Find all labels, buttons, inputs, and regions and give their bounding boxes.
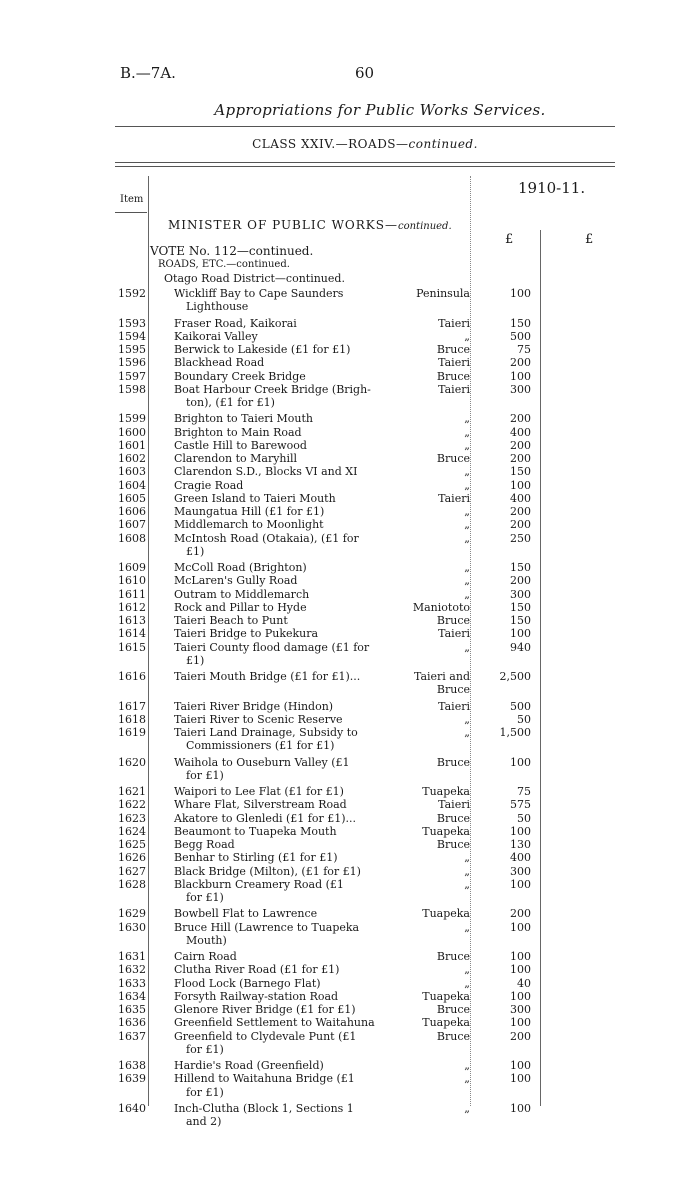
item-description: Benhar to Stirling (£1 for £1) xyxy=(174,851,338,865)
item-amount: 200 xyxy=(510,518,531,532)
item-description: Inch-Clutha (Block 1, Sections 1 xyxy=(174,1101,354,1115)
item-district: Bruce xyxy=(436,369,470,383)
item-amount: 200 xyxy=(510,452,531,465)
item-district: Bruce xyxy=(436,838,470,851)
item-district: Maniototo xyxy=(412,600,470,614)
item-district: „ xyxy=(464,712,470,726)
item-description: Clarendon S.D., Blocks VI and XI xyxy=(174,465,358,479)
vote-heading: VOTE No. 112—continued. xyxy=(150,244,314,258)
item-description: Blackburn Creamery Road (£1 xyxy=(174,877,344,891)
item-description: Taieri Bridge to Pukekura xyxy=(174,627,319,641)
item-district-continued: Bruce xyxy=(436,683,470,697)
item-district: „ xyxy=(464,438,470,452)
item-district: Taieri xyxy=(438,356,470,370)
item-amount: 100 xyxy=(510,755,531,769)
minister-heading xyxy=(168,218,452,232)
item-description: Taieri River Bridge (Hindon) xyxy=(174,699,334,713)
currency-symbol-left: £ xyxy=(505,232,514,247)
item-description: Taieri Mouth Bridge (£1 for £1)... xyxy=(174,670,361,683)
item-description: Blackhead Road xyxy=(174,356,265,370)
item-district: „ xyxy=(464,574,470,588)
item-number: 1594 xyxy=(118,329,146,343)
item-amount: 500 xyxy=(510,329,531,343)
item-amount: 100 xyxy=(510,1101,531,1115)
class-title-text: CLASS XXIV.—ROADS— xyxy=(252,137,409,151)
item-description: McColl Road (Brighton) xyxy=(174,561,307,574)
item-amount: 300 xyxy=(510,587,531,601)
item-number: 1637 xyxy=(118,1029,146,1043)
item-number: 1622 xyxy=(118,798,146,812)
item-amount: 400 xyxy=(510,425,531,439)
item-description: Outram to Middlemarch xyxy=(174,587,310,601)
item-description-continued: for £1) xyxy=(186,1085,224,1099)
item-amount: 300 xyxy=(510,864,531,878)
item-description: Middlemarch to Moonlight xyxy=(174,518,324,532)
item-district: „ xyxy=(464,561,470,574)
item-description-continued: and 2) xyxy=(186,1115,222,1128)
item-number: 1613 xyxy=(118,614,146,627)
item-district: Bruce xyxy=(436,1003,470,1016)
item-description: Taieri Land Drainage, Subsidy to xyxy=(174,726,358,739)
item-amount: 300 xyxy=(510,1003,531,1016)
item-district: „ xyxy=(464,425,470,439)
amount-column-divider xyxy=(540,230,541,1106)
item-number: 1624 xyxy=(118,824,146,838)
item-amount: 100 xyxy=(510,877,531,891)
item-number: 1597 xyxy=(118,369,146,383)
item-number: 1605 xyxy=(118,491,146,505)
item-amount: 100 xyxy=(510,369,531,383)
item-number: 1632 xyxy=(118,963,146,977)
item-number: 1609 xyxy=(118,561,146,574)
item-number: 1619 xyxy=(118,726,146,739)
item-description: Bruce Hill (Lawrence to Tuapeka xyxy=(174,920,360,934)
item-description: Clarendon to Maryhill xyxy=(174,452,298,465)
item-amount: 130 xyxy=(510,838,531,851)
item-district: Tuapeka xyxy=(422,824,470,838)
item-district: „ xyxy=(464,877,470,891)
item-amount: 75 xyxy=(517,785,531,798)
item-number: 1615 xyxy=(118,640,146,654)
item-description-continued: ton), (£1 for £1) xyxy=(186,396,275,409)
item-amount: 100 xyxy=(510,287,531,300)
item-description: Cragie Road xyxy=(174,478,244,492)
item-number: 1596 xyxy=(118,356,146,370)
page-title: Appropriations for Public Works Services. xyxy=(214,101,546,119)
item-amount: 100 xyxy=(510,950,531,963)
item-description-continued: £1) xyxy=(186,544,205,558)
item-amount: 100 xyxy=(510,1016,531,1030)
item-description: Taieri River to Scenic Reserve xyxy=(174,712,343,726)
item-description: Whare Flat, Silverstream Road xyxy=(174,798,347,812)
item-district: „ xyxy=(464,864,470,878)
item-amount: 50 xyxy=(517,811,531,825)
page-number: 60 xyxy=(355,64,375,82)
item-description: Boundary Creek Bridge xyxy=(174,369,306,383)
item-amount: 100 xyxy=(510,963,531,977)
item-amount: 400 xyxy=(510,851,531,865)
item-description: McIntosh Road (Otakaia), (£1 for xyxy=(174,531,359,545)
item-district: „ xyxy=(464,478,470,492)
item-number: 1603 xyxy=(118,465,146,479)
item-district: Tuapeka xyxy=(422,1016,470,1030)
item-district: Tuapeka xyxy=(422,907,470,921)
item-district: „ xyxy=(464,726,470,739)
item-description: McLaren's Gully Road xyxy=(174,574,298,588)
item-district: „ xyxy=(464,963,470,977)
item-number: 1611 xyxy=(118,587,146,601)
item-description: Clutha River Road (£1 for £1) xyxy=(174,963,340,977)
item-amount: 2,500 xyxy=(499,670,531,683)
item-description: Flood Lock (Barnego Flat) xyxy=(174,976,321,990)
item-district: „ xyxy=(464,465,470,479)
item-amount: 500 xyxy=(510,699,531,713)
item-description: Green Island to Taieri Mouth xyxy=(174,491,336,505)
item-amount: 200 xyxy=(510,574,531,588)
item-number: 1614 xyxy=(118,627,146,641)
item-amount: 100 xyxy=(510,1072,531,1086)
item-description: Wickliff Bay to Cape Saunders xyxy=(174,287,344,300)
item-district: Taieri xyxy=(438,316,470,330)
item-description: Rock and Pillar to Hyde xyxy=(174,600,307,614)
item-amount: 1,500 xyxy=(499,726,531,739)
item-district: Taieri xyxy=(438,382,470,396)
item-district: „ xyxy=(464,412,470,426)
item-district: Tuapeka xyxy=(422,989,470,1003)
item-amount: 250 xyxy=(510,531,531,545)
item-amount: 150 xyxy=(510,600,531,614)
item-district: Bruce xyxy=(436,1029,470,1043)
item-district: „ xyxy=(464,587,470,601)
item-number: 1633 xyxy=(118,976,146,990)
item-district: „ xyxy=(464,518,470,532)
document-reference: B.—7A. xyxy=(120,64,176,82)
item-number: 1627 xyxy=(118,864,146,878)
item-number: 1631 xyxy=(118,950,146,963)
item-district: „ xyxy=(464,1101,470,1115)
item-description: Cairn Road xyxy=(174,950,237,963)
minister-text: MINISTER OF PUBLIC WORKS— xyxy=(168,218,398,232)
item-description-continued: Mouth) xyxy=(186,933,227,947)
item-amount: 200 xyxy=(510,438,531,452)
item-amount: 200 xyxy=(510,412,531,426)
item-description: Begg Road xyxy=(174,838,235,851)
item-number: 1621 xyxy=(118,785,146,798)
item-number: 1600 xyxy=(118,425,146,439)
item-description: Bowbell Flat to Lawrence xyxy=(174,907,318,921)
item-description: Kaikorai Valley xyxy=(174,329,258,343)
item-description: Forsyth Railway-station Road xyxy=(174,989,339,1003)
item-description: Boat Harbour Creek Bridge (Brigh- xyxy=(174,382,371,396)
item-district: „ xyxy=(464,531,470,545)
item-number: 1640 xyxy=(118,1101,146,1115)
item-number: 1626 xyxy=(118,851,146,865)
currency-symbol-right: £ xyxy=(585,232,594,247)
item-district: Bruce xyxy=(436,343,470,356)
year-column-header: 1910-11. xyxy=(518,179,586,197)
item-description: Greenfield to Clydevale Punt (£1 xyxy=(174,1029,357,1043)
district-column-divider xyxy=(470,176,471,1106)
item-amount: 300 xyxy=(510,382,531,396)
item-amount: 200 xyxy=(510,1029,531,1043)
item-amount: 100 xyxy=(510,824,531,838)
item-header-rule xyxy=(115,212,147,213)
item-amount: 150 xyxy=(510,561,531,574)
item-number: 1635 xyxy=(118,1003,146,1016)
item-amount: 40 xyxy=(517,976,531,990)
class-title xyxy=(0,137,700,151)
district-subheading: Otago Road District—continued. xyxy=(164,272,345,285)
item-amount: 400 xyxy=(510,491,531,505)
item-district: Taieri and xyxy=(413,670,470,683)
item-amount: 200 xyxy=(510,356,531,370)
item-district: „ xyxy=(464,329,470,343)
minister-continued: continued. xyxy=(397,221,452,232)
item-district: Tuapeka xyxy=(422,785,470,798)
item-number: 1630 xyxy=(118,920,146,934)
item-number: 1639 xyxy=(118,1072,146,1086)
item-number: 1616 xyxy=(118,670,146,683)
item-number: 1592 xyxy=(118,287,146,300)
item-number: 1620 xyxy=(118,755,146,769)
item-district: Bruce xyxy=(436,950,470,963)
item-number: 1601 xyxy=(118,438,146,452)
item-number: 1598 xyxy=(118,382,146,396)
item-description: Brighton to Main Road xyxy=(174,425,302,439)
item-district: Bruce xyxy=(436,755,470,769)
item-number: 1617 xyxy=(118,699,146,713)
item-description-continued: for £1) xyxy=(186,891,224,904)
item-district: Taieri xyxy=(438,798,470,812)
item-number: 1638 xyxy=(118,1059,146,1072)
item-number: 1625 xyxy=(118,838,146,851)
class-rule-top xyxy=(115,162,615,163)
item-number: 1618 xyxy=(118,712,146,726)
item-number: 1628 xyxy=(118,877,146,891)
item-district: „ xyxy=(464,505,470,518)
item-amount: 100 xyxy=(510,989,531,1003)
item-description-continued: for £1) xyxy=(186,768,224,782)
item-district: „ xyxy=(464,851,470,865)
item-district: Bruce xyxy=(436,614,470,627)
item-district: „ xyxy=(464,920,470,934)
item-district: „ xyxy=(464,640,470,654)
item-amount: 100 xyxy=(510,1059,531,1072)
item-district: Bruce xyxy=(436,452,470,465)
item-description: Akatore to Glenledi (£1 for £1)... xyxy=(174,811,357,825)
item-description: Black Bridge (Milton), (£1 for £1) xyxy=(174,864,361,878)
item-amount: 150 xyxy=(510,614,531,627)
item-district: Taieri xyxy=(438,627,470,641)
item-description-continued: Lighthouse xyxy=(186,300,249,314)
item-column-header: Item xyxy=(120,194,144,205)
item-description: Waihola to Ouseburn Valley (£1 xyxy=(174,755,350,769)
item-amount: 100 xyxy=(510,478,531,492)
item-amount: 940 xyxy=(510,640,531,654)
item-district: Taieri xyxy=(438,699,470,713)
item-description-continued: Commissioners (£1 for £1) xyxy=(186,739,335,753)
item-amount: 50 xyxy=(517,712,531,726)
item-district: Peninsula xyxy=(416,287,470,300)
item-number: 1610 xyxy=(118,574,146,588)
item-amount: 75 xyxy=(517,343,531,356)
item-district: „ xyxy=(464,1072,470,1086)
item-description: Taieri County flood damage (£1 for xyxy=(174,640,370,654)
item-number: 1636 xyxy=(118,1016,146,1030)
item-number: 1602 xyxy=(118,452,146,465)
item-description: Brighton to Taieri Mouth xyxy=(174,412,313,426)
item-number: 1629 xyxy=(118,907,146,921)
item-amount: 200 xyxy=(510,907,531,921)
item-number: 1634 xyxy=(118,989,146,1003)
roads-subheading: ROADS, ETC.—continued. xyxy=(158,259,290,270)
item-description: Fraser Road, Kaikorai xyxy=(174,316,297,330)
item-column-divider xyxy=(148,176,149,1106)
item-number: 1612 xyxy=(118,600,146,614)
item-number: 1623 xyxy=(118,811,146,825)
item-amount: 575 xyxy=(510,798,531,812)
item-description-continued: £1) xyxy=(186,653,205,667)
item-description: Castle Hill to Barewood xyxy=(174,438,307,452)
item-description: Berwick to Lakeside (£1 for £1) xyxy=(174,343,351,356)
header-rule xyxy=(115,126,615,127)
item-amount: 150 xyxy=(510,316,531,330)
item-amount: 150 xyxy=(510,465,531,479)
item-description: Hardie's Road (Greenfield) xyxy=(174,1059,324,1072)
item-amount: 100 xyxy=(510,627,531,641)
item-district: Taieri xyxy=(438,491,470,505)
item-description: Beaumont to Tuapeka Mouth xyxy=(174,824,337,838)
class-title-continued: continued. xyxy=(408,137,478,151)
item-description: Maungatua Hill (£1 for £1) xyxy=(174,505,325,518)
class-rule-bottom xyxy=(115,166,615,167)
item-number: 1604 xyxy=(118,478,146,492)
item-amount: 200 xyxy=(510,505,531,518)
item-description-continued: for £1) xyxy=(186,1042,224,1056)
item-district: „ xyxy=(464,976,470,990)
item-number: 1595 xyxy=(118,343,146,356)
item-description: Hillend to Waitahuna Bridge (£1 xyxy=(174,1072,355,1086)
item-amount: 100 xyxy=(510,920,531,934)
item-number: 1608 xyxy=(118,531,146,545)
item-number: 1606 xyxy=(118,505,146,518)
item-number: 1599 xyxy=(118,412,146,426)
item-description: Waipori to Lee Flat (£1 for £1) xyxy=(174,785,344,798)
item-number: 1593 xyxy=(118,316,146,330)
item-description: Greenfield Settlement to Waitahuna xyxy=(174,1016,375,1030)
item-description: Glenore River Bridge (£1 for £1) xyxy=(174,1003,356,1016)
item-district: Bruce xyxy=(436,811,470,825)
item-description: Taieri Beach to Punt xyxy=(174,614,288,627)
item-district: „ xyxy=(464,1059,470,1072)
item-number: 1607 xyxy=(118,518,146,532)
